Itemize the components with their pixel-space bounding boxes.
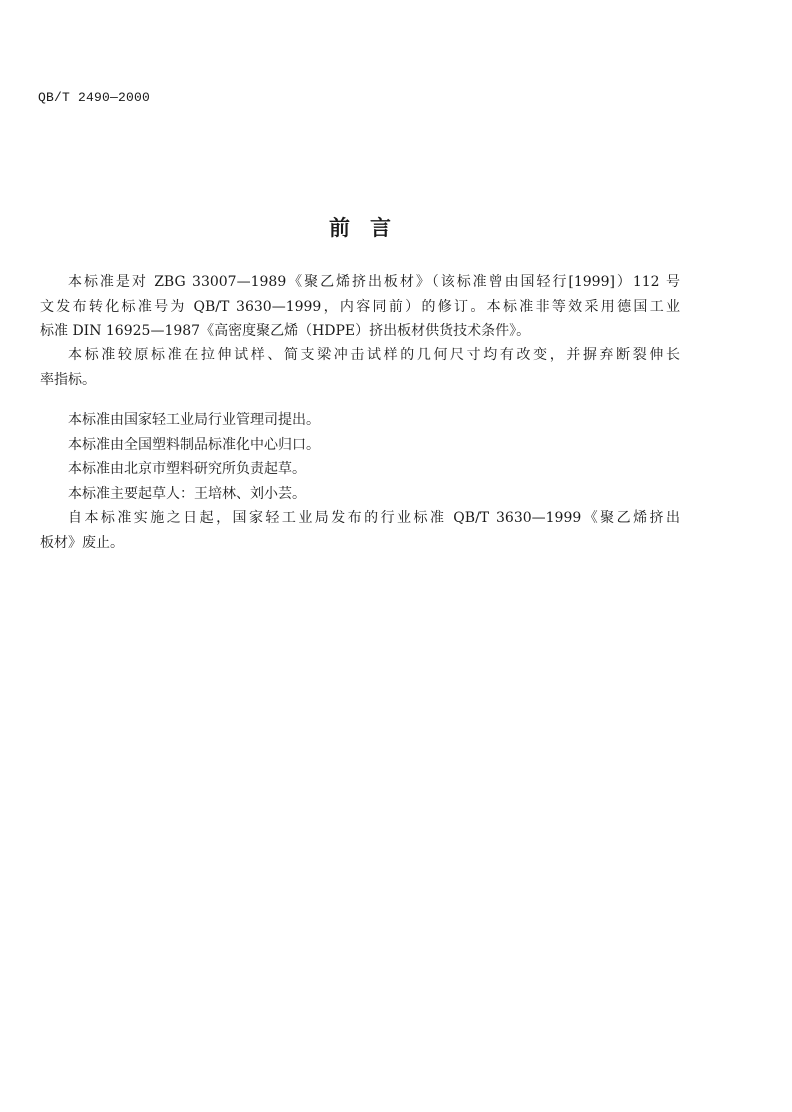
- paragraph-line: 率指标。: [40, 371, 96, 388]
- paragraph-line: 文发布转化标准号为 QB/T 3630—1999，内容同前）的修订。本标准非等效采用德国工业: [40, 298, 680, 315]
- drafted-by-statement: 本标准由北京市塑料研究所负责起草。: [68, 461, 306, 477]
- abolish-statement-line: 板材》废止。: [40, 534, 124, 551]
- abolish-statement-line: 自本标准实施之日起，国家轻工业局发布的行业标准 QB/T 3630—1999《聚乙烯挤出: [68, 510, 680, 526]
- foreword-responsibility-block: [40, 408, 680, 555]
- paragraph-line: 本标准较原标准在拉伸试样、简支梁冲击试样的几何尺寸均有改变，并摒弃断裂伸长: [68, 347, 680, 363]
- main-drafters-statement: 本标准主要起草人：王培林、刘小芸。: [68, 485, 306, 502]
- page-title: 前言: [329, 216, 411, 240]
- paragraph-line: 本标准是对 ZBG 33007—1989《聚乙烯挤出板材》（该标准曾由国轻行[1999]）112 号: [68, 274, 680, 290]
- foreword-paragraph-2: [40, 343, 680, 392]
- proposed-by-statement: 本标准由国家轻工业局行业管理司提出。: [68, 412, 320, 428]
- paragraph-line: 标准 DIN 16925—1987《高密度聚乙烯（HDPE）挤出板材供货技术条件》。: [40, 323, 531, 339]
- standard-code: QB/T 2490—2000: [38, 90, 151, 105]
- foreword-paragraph-1: [40, 270, 680, 344]
- centralized-by-statement: 本标准由全国塑料制品标准化中心归口。: [68, 436, 320, 453]
